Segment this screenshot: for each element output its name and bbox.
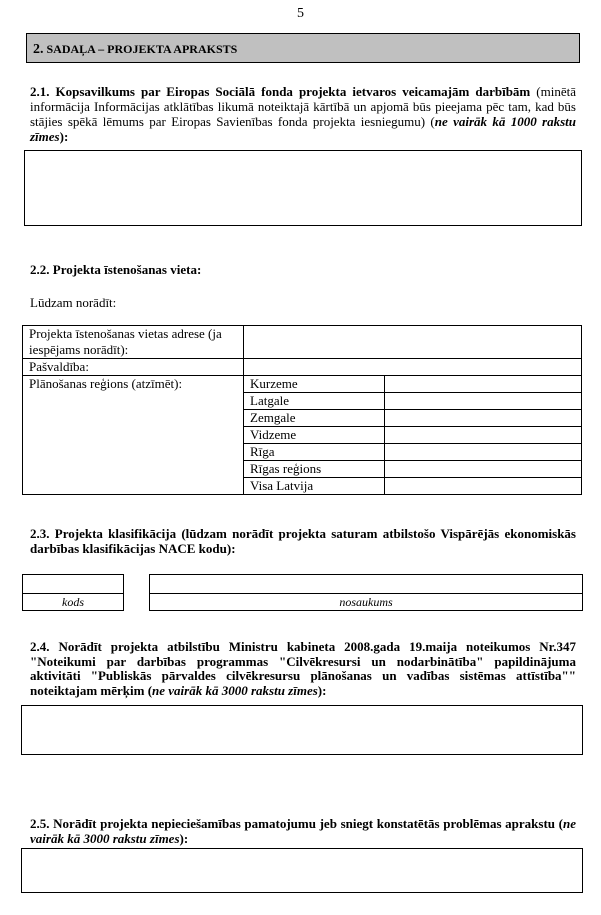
municipality-label: Pašvaldība: [23,359,244,376]
s21-limit: ne vairāk kā 1000 rakstu zīmes [30,114,576,144]
region-checkbox-cell[interactable] [385,393,582,410]
s21-number: 2.1. [30,84,50,99]
table-row [23,326,582,359]
s21-title: Kopsavilkums par Eiropas Sociālā fonda projekta ietvaros veicamajām darbībām [55,84,531,99]
region-name: Latgale [244,393,385,410]
municipality-input[interactable] [244,359,582,376]
nace-code-input[interactable] [22,574,124,594]
table-row [23,376,582,393]
table-row [23,359,582,376]
s25-limit: ne vairāk kā 3000 rakstu zīmes [30,816,576,846]
section-2-5-heading [30,816,576,846]
name-label: nosaukums [149,593,583,611]
s25-text-area[interactable] [21,848,583,893]
address-label: Projekta īstenošanas vietas adrese (ja iespējams norādīt): [23,326,244,359]
section-title: SADAĻA – PROJEKTA APRAKSTS [46,42,238,56]
s24-tail: ): [317,682,327,698]
s25-tail: ): [179,831,189,846]
region-name: Kurzeme [244,376,385,393]
s21-text-area[interactable] [24,150,582,226]
s22-intro: Lūdzam norādīt: [30,295,117,310]
s24-text-area[interactable] [21,705,583,755]
region-checkbox-cell[interactable] [385,461,582,478]
page-number: 5 [297,6,304,21]
section-2-3-heading: 2.3. Projekta klasifikācija (lūdzam norādīt projekta saturam atbilstošo Vispārējās ekonomiskās darbības klasifikācijas NACE kodu): [30,526,576,556]
region-name: Rīga [244,444,385,461]
location-table [22,325,582,495]
section-2-4-heading [30,640,576,698]
region-name: Rīgas reģions [244,461,385,478]
region-checkbox-cell[interactable] [385,376,582,393]
section-header [26,33,580,63]
s24-heading-text: 2.4. Norādīt projekta atbilstību Ministru kabineta 2008.gada 19.maija noteikumos Nr.347 "Noteikumi par darbības programmas "Cilvēkresursi un nodarbinātība" papildinājuma aktivitāti "Publiskās pārvaldes cilvēkresursu plānošanas un vadības sistēmas attīstība"" noteiktajam mērķim ( [30,639,576,698]
s25-heading-text: 2.5. Norādīt projekta nepieciešamības pamatojumu jeb sniegt konstatētās problēmas aprakstu ( [30,816,563,831]
code-label: kods [22,593,124,611]
region-checkbox-cell[interactable] [385,410,582,427]
section-number: 2. [33,42,44,57]
region-name: Zemgale [244,410,385,427]
s21-tail: ): [59,129,69,144]
region-checkbox-cell[interactable] [385,427,582,444]
s24-limit: ne vairāk kā 3000 rakstu zīmes [152,682,318,698]
region-checkbox-cell[interactable] [385,444,582,461]
address-input[interactable] [244,326,582,359]
nace-name-input[interactable] [149,574,583,594]
region-name: Visa Latvija [244,478,385,495]
section-2-2-heading: 2.2. Projekta īstenošanas vieta: [30,262,202,277]
region-checkbox-cell[interactable] [385,478,582,495]
section-2-1-heading [30,84,576,144]
region-name: Vidzeme [244,427,385,444]
region-label: Plānošanas reģions (atzīmēt): [23,376,244,495]
s21-description: (minētā informācija Informācijas atklātības likumā noteiktajā kārtībā un apjomā būs pieejama pēc tam, kad būs stājies spēkā lēmums par Eiropas Savienības fonda projekta iesniegumu) ( [30,84,576,129]
